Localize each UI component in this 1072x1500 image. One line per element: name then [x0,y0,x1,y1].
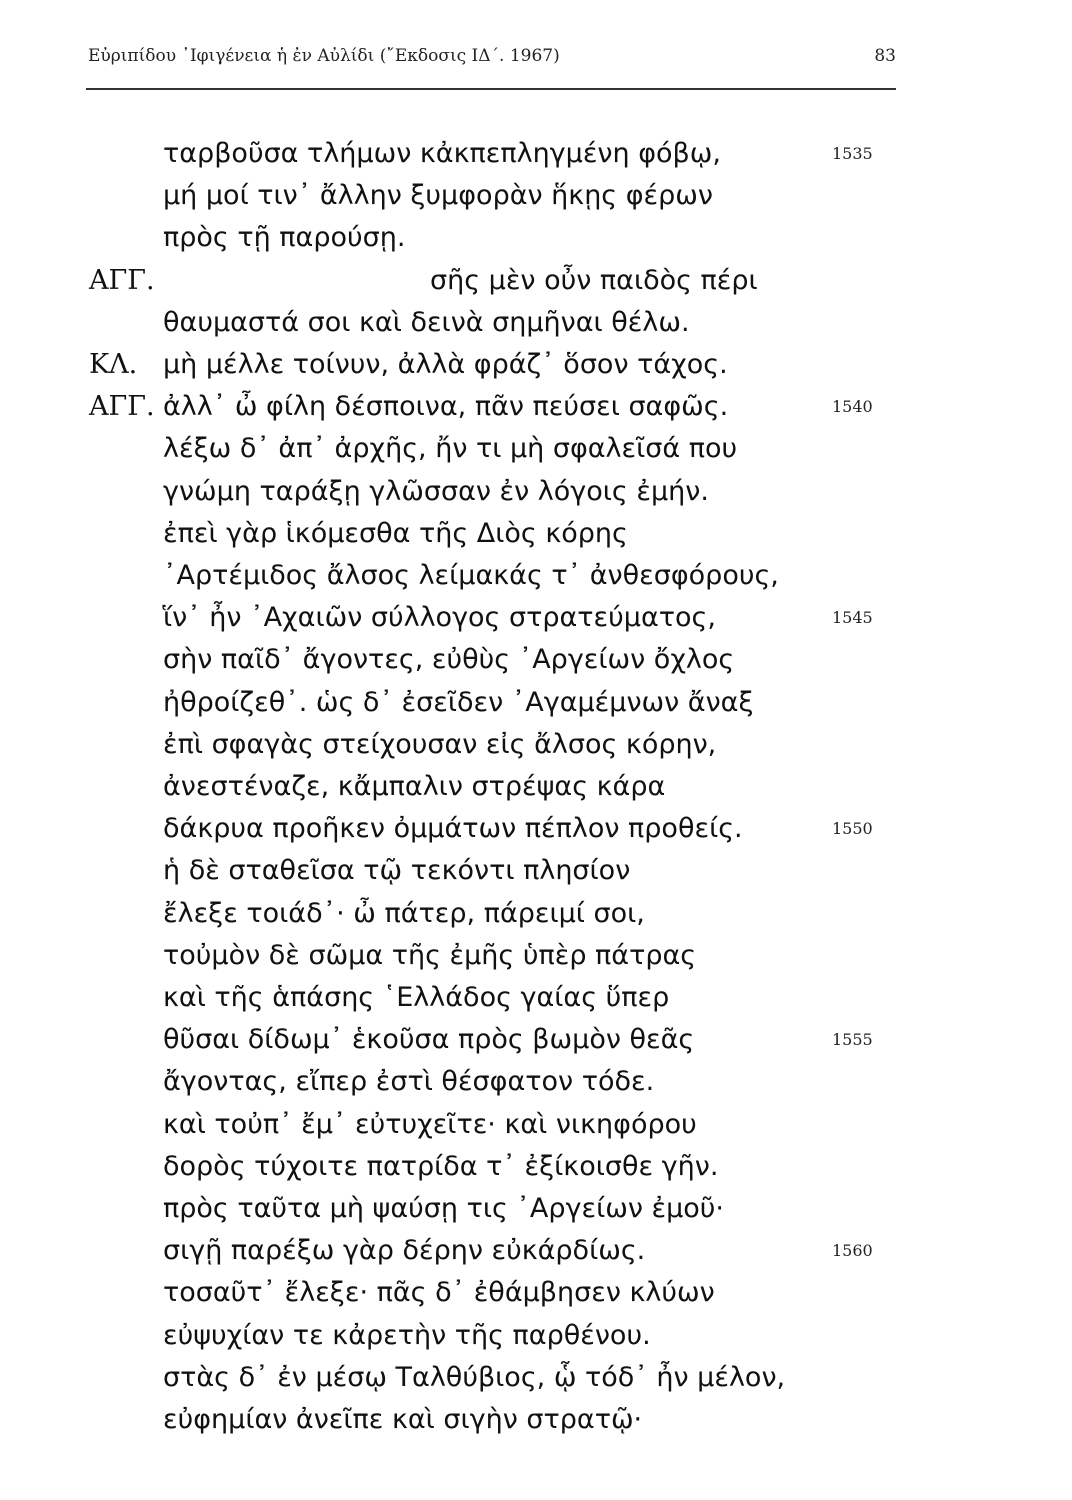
speaker-label: ΑΓΓ. [89,265,155,296]
line-number: 1545 [832,608,873,627]
verse-line [0,343,1072,387]
verse-line [0,807,1072,851]
running-title: Εὐριπίδου ᾿Ιφιγένεια ἡ ἐν Αὐλίδι (῎Εκδοσις ΙΔ΄. 1967) [88,46,560,66]
line-number: 1540 [832,397,873,416]
verse-text: σῆς μὲν οὖν παιδὸς πέρι [430,265,758,296]
verse-line [0,132,1072,176]
verse-text: εὐψυχίαν τε κἀρετὴν τῆς παρθένου. [163,1320,651,1351]
verse-line [0,934,1072,978]
verse-text: σιγῇ παρέξω γὰρ δέρην εὐκάρδίως. [163,1235,646,1266]
verse-line [0,470,1072,514]
verse-line [0,385,1072,429]
verse-text: ἀνεστέναζε, κἄμπαλιν στρέψας κάρα [163,771,666,802]
verse-line [0,1145,1072,1189]
verse-text: δάκρυα προῆκεν ὀμμάτων πέπλον προθείς. [163,813,743,844]
verse-text: ἄγοντας, εἴπερ ἐστὶ θέσφατον τόδε. [163,1066,655,1097]
verse-line [0,892,1072,936]
verse-text: ἀλλ᾿ ὦ φίλη δέσποινα, πᾶν πεύσει σαφῶς. [163,391,729,422]
verse-line [0,1229,1072,1273]
line-number: 1550 [832,819,873,838]
verse-text: καὶ τοὐπ᾿ ἔμ᾿ εὐτυχεῖτε· καὶ νικηφόρου [163,1109,697,1140]
verse-line [0,512,1072,556]
speaker-label: ΚΛ. [89,349,138,380]
verse-line [0,849,1072,893]
verse-text: μή μοί τιν᾿ ἄλλην ξυμφορὰν ἥκῃς φέρων [163,180,713,211]
verse-line [0,765,1072,809]
verse-text: καὶ τῆς ἁπάσης ῾Ελλάδος γαίας ὕπερ [163,982,670,1013]
verse-line [0,1018,1072,1062]
verse-line [0,427,1072,471]
verse-line [0,723,1072,767]
verse-line [0,976,1072,1020]
verse-line [0,1271,1072,1315]
verse-text: εὐφημίαν ἀνεῖπε καὶ σιγὴν στρατῷ· [163,1404,643,1435]
verse-text: ἔλεξε τοιάδ᾿· ὦ πάτερ, πάρειμί σοι, [163,898,645,929]
verse-line [0,216,1072,260]
verse-line [0,1314,1072,1358]
page-number: 83 [874,46,896,66]
verse-text: ἵν᾿ ἦν ᾿Αχαιῶν σύλλογος στρατεύματος, [163,602,716,633]
verse-text: ἠθροίζεθ᾿. ὡς δ᾿ ἐσεῖδεν ᾿Αγαμέμνων ἄναξ [163,687,754,718]
verse-text: τοσαῦτ᾿ ἔλεξε· πᾶς δ᾿ ἐθάμβησεν κλύων [163,1277,715,1308]
verse-text: ἐπὶ σφαγὰς στείχουσαν εἰς ἄλσος κόρην, [163,729,717,760]
verse-text: στὰς δ᾿ ἐν μέσῳ Ταλθύβιος, ᾧ τόδ᾿ ἦν μέλον, [163,1362,786,1393]
verse-text: δορὸς τύχοιτε πατρίδα τ᾿ ἐξίκοισθε γῆν. [163,1151,719,1182]
verse-line [0,301,1072,345]
verse-line [0,638,1072,682]
verse-text: ἐπεὶ γὰρ ἱκόμεσθα τῆς Διὸς κόρης [163,518,628,549]
verse-line [0,1060,1072,1104]
verse-text: ἡ δὲ σταθεῖσα τῷ τεκόντι πλησίον [163,855,631,886]
verse-line [0,596,1072,640]
verse-text: τοὐμὸν δὲ σῶμα τῆς ἐμῆς ὑπὲρ πάτρας [163,940,697,971]
verse-line [0,681,1072,725]
verse-text: μὴ μέλλε τοίνυν, ἀλλὰ φράζ᾿ ὅσον τάχος. [163,349,728,380]
verse-line [0,1398,1072,1442]
verse-text: γνώμη ταράξῃ γλῶσσαν ἐν λόγοις ἐμήν. [163,476,709,507]
verse-line [0,259,1072,303]
verse-text: θαυμαστά σοι καὶ δεινὰ σημῆναι θέλω. [163,307,690,338]
verse-text: θῦσαι δίδωμ᾿ ἑκοῦσα πρὸς βωμὸν θεᾶς [163,1024,695,1055]
verse-text: πρὸς τῇ παρούσῃ. [163,222,406,253]
verse-text: ᾿Αρτέμιδος ἄλσος λείμακάς τ᾿ ἀνθεσφόρους, [163,560,779,591]
verse-line [0,1187,1072,1231]
line-number: 1535 [832,144,873,163]
verse-text: σὴν παῖδ᾿ ἄγοντες, εὐθὺς ᾿Αργείων ὄχλος [163,644,735,675]
verse-line [0,174,1072,218]
verse-line [0,1356,1072,1400]
line-number: 1560 [832,1241,873,1260]
verse-text: λέξω δ᾿ ἀπ᾿ ἀρχῆς, ἤν τι μὴ σφαλεῖσά που [163,433,738,464]
line-number: 1555 [832,1030,873,1049]
verse-text: πρὸς ταῦτα μὴ ψαύσῃ τις ᾿Αργείων ἐμοῦ· [163,1193,724,1224]
verse-text: ταρβοῦσα τλήμων κἀκπεπληγμένη φόβῳ, [163,138,721,169]
verse-line [0,1103,1072,1147]
speaker-label: ΑΓΓ. [89,391,155,422]
verse-line [0,554,1072,598]
